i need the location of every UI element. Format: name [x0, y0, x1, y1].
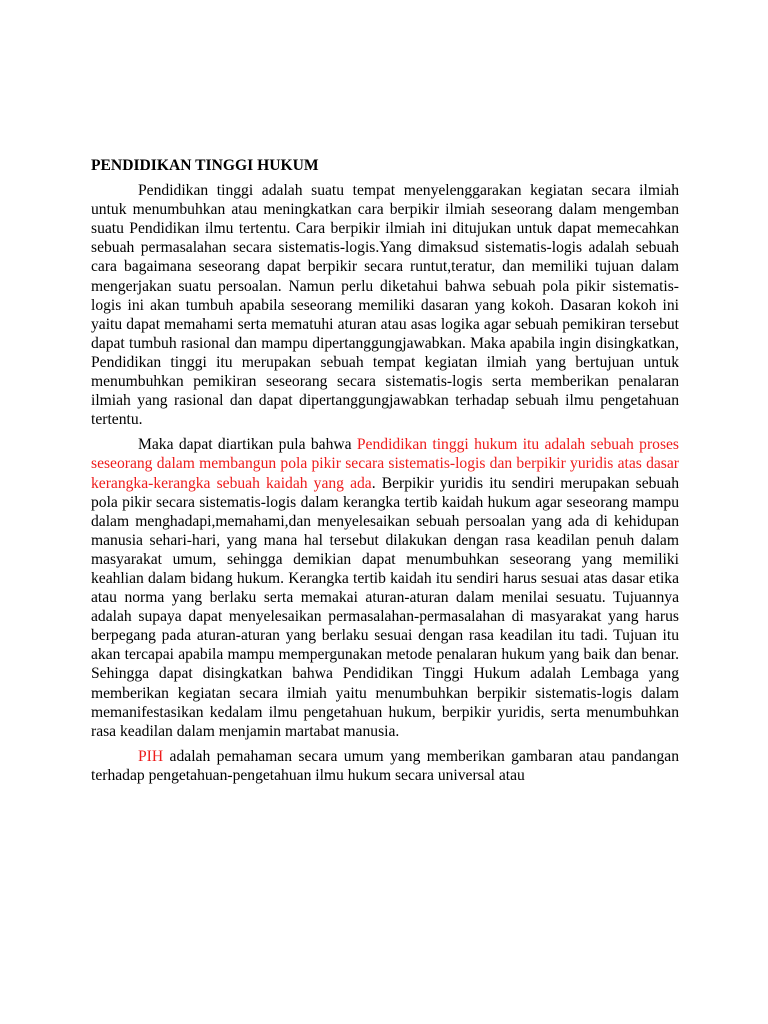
paragraph-2 — [91, 435, 679, 741]
document-page — [91, 156, 679, 791]
paragraph-3 — [91, 747, 679, 785]
paragraph-3-rest: adalah pemahaman secara umum yang memberikan gambaran atau pandangan terhadap pengetahuan-pengetahuan ilmu hukum secara universal atau — [91, 747, 679, 784]
paragraph-3-highlight: PIH — [138, 747, 164, 765]
paragraph-2-rest: . Berpikir yuridis itu sendiri merupakan sebuah pola pikir secara sistematis-logis dalam kerangka tertib kaidah hukum agar seseorang mampu dalam menghadapi,memahami,dan menyelesaikan sebuah persoalan yang ada di kehidupan manusia sehari-hari, yang mana hal tersebut dilakukan dengan rasa keadilan penuh dalam masyarakat umum, sehingga demikian dapat menumbuhkan seseorang yang memiliki keahlian dalam bidang hukum. Kerangka tertib kaidah itu sendiri harus sesuai atas dasar etika atau norma yang berlaku serta memakai aturan-aturan dalam menilai sesuatu. Tujuannya adalah supaya dapat menyelesaikan permasalahan-permasalahan di masyarakat yang harus berpegang pada aturan-aturan yang berlaku sesuai dengan rasa keadilan itu tadi. Tujuan itu akan tercapai apabila mampu mempergunakan metode penalaran hukum yang baik dan benar. Sehingga dapat disingkatkan bahwa Pendidikan Tinggi Hukum adalah Lembaga yang memberikan kegiatan secara ilmiah yaitu menumbuhkan berpikir sistematis-logis dalam memanifestasikan kedalam ilmu pengetahuan hukum, berpikir yuridis, serta menumbuhkan rasa keadilan dalam menjamin martabat manusia. — [91, 474, 679, 740]
document-title: PENDIDIKAN TINGGI HUKUM — [91, 157, 319, 174]
paragraph-2-highlight: Pendidikan tinggi hukum itu adalah sebuah proses seseorang dalam membangun pola pikir secara sistematis-logis dan berpikir yuridis atas dasar kerangka-kerangka sebuah kaidah yang ada — [91, 436, 679, 492]
paragraph-2-intro: Maka dapat diartikan pula bahwa — [138, 436, 357, 454]
paragraph-1: Pendidikan tinggi adalah suatu tempat menyelenggarakan kegiatan secara ilmiah untuk menumbuhkan atau meningkatkan cara berpikir ilmiah seseorang dalam mengemban suatu Pendidikan ilmu tertentu. Cara berpikir ilmiah ini ditujukan untuk dapat memecahkan sebuah permasalahan secara sistematis-logis.Yang dimaksud sistematis-logis adalah sebuah cara bagaimana seseorang dapat berpikir secara runtut,teratur, dan memiliki tujuan dalam mengerjakan suatu persoalan. Namun perlu diketahui bahwa sebuah pola pikir sistematis-logis ini akan tumbuh apabila seseorang memiliki dasaran yang kokoh. Dasaran kokoh ini yaitu dapat memahami serta mematuhi aturan atau asas logika agar sebuah pemikiran tersebut dapat tumbuh rasional dan mampu dipertanggungjawabkan. Maka apabila ingin disingkatkan, Pendidikan tinggi itu merupakan sebuah tempat kegiatan ilmiah yang bertujuan untuk menumbuhkan pemikiran seseorang secara sistematis-logis serta memberikan penalaran ilmiah yang rasional dan dapat dipertanggungjawabkan terhadap sebuah ilmu pengetahuan tertentu. — [91, 182, 679, 429]
